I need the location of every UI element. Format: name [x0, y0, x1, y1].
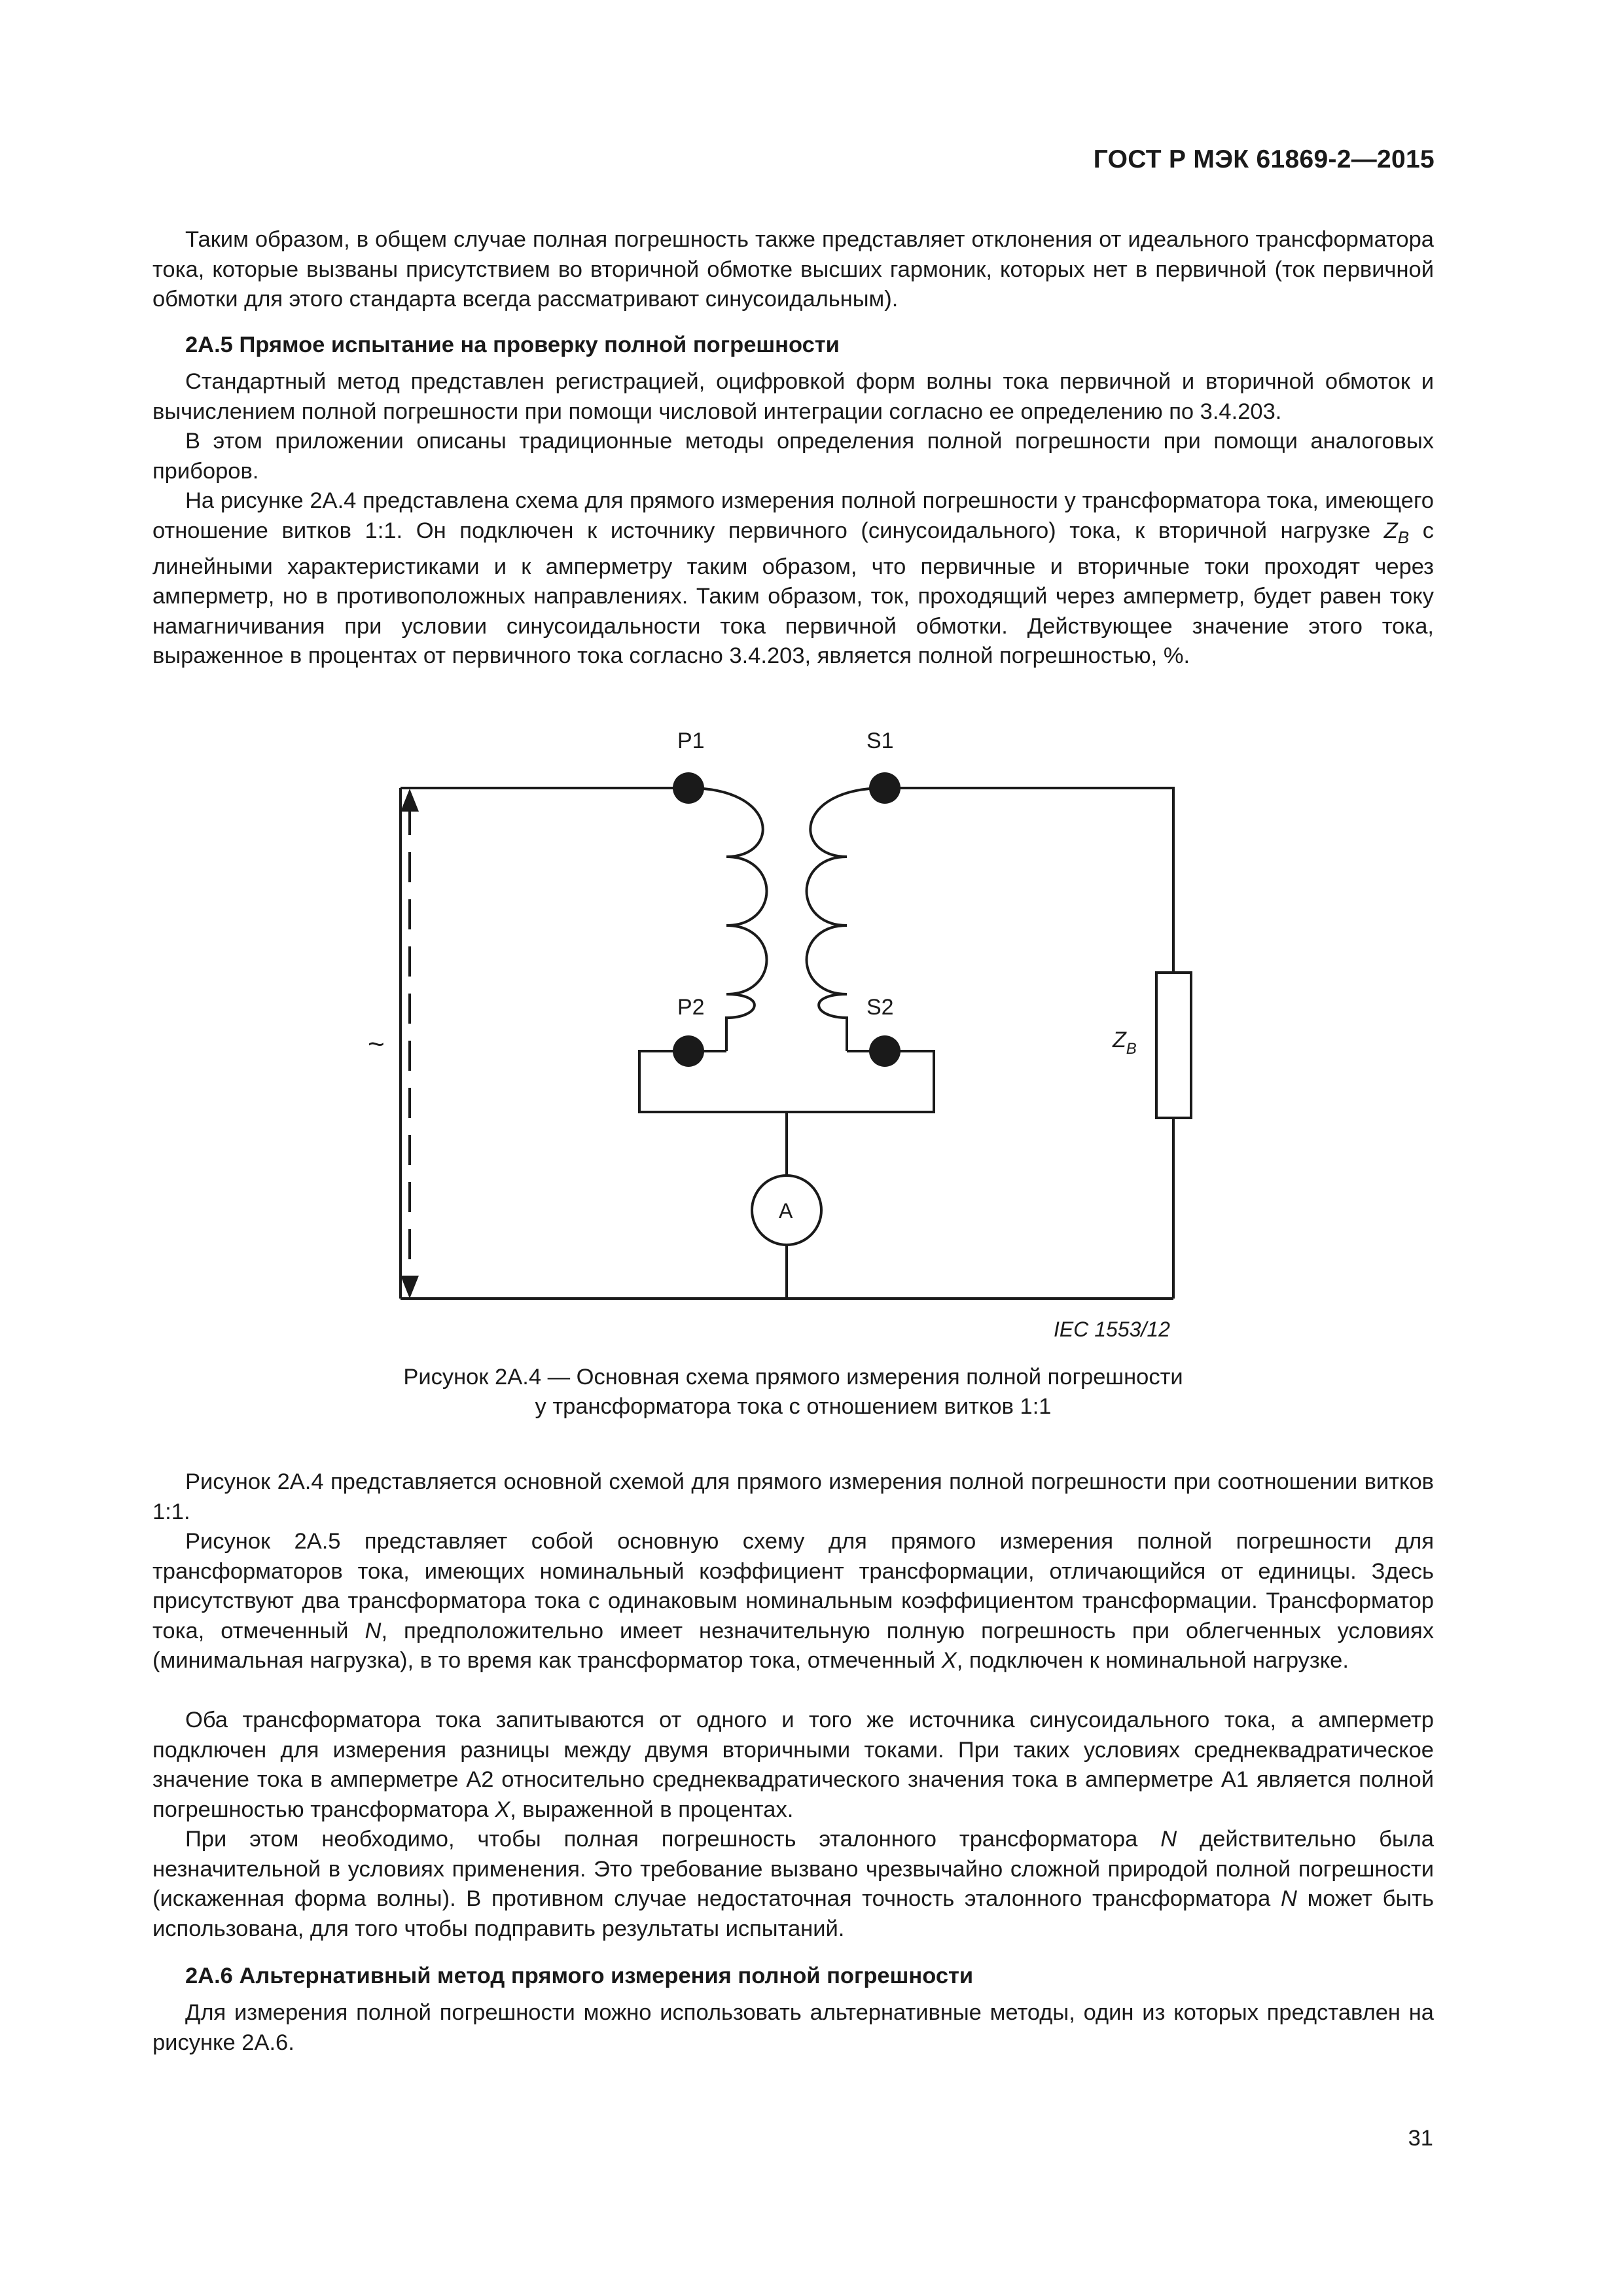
text-run: На рисунке 2А.4 представлена схема для прямого измерения полной погрешности у трансформатора тока, имеющего отношение витков 1:1. Он подключен к источнику первичного (синусоидального) тока, к вторичной нагрузке	[152, 488, 1434, 543]
terminal-p1	[673, 772, 704, 804]
text-run: может быть использована, для того чтобы подправить результаты испытаний.	[152, 1886, 1434, 1941]
figure-caption-line1: Рисунок 2А.4 — Основная схема прямого измерения полной погрешности	[403, 1365, 1183, 1390]
source-symbol: ~	[368, 1028, 385, 1060]
burden-label-z: Z	[1113, 1028, 1126, 1052]
symbol-x: X	[495, 1797, 510, 1822]
paragraph-intro: Таким образом, в общем случае полная погрешность также представляет отклонения от идеального трансформатора тока, которые вызваны присутствием во вторичной обмотке высших гармоник, которых нет в первичной (ток первичной обмотки для этого стандарта всегда рассматривают синусоидальным).	[152, 227, 1434, 312]
symbol-x: X	[941, 1648, 957, 1673]
page-number: 31	[1408, 2126, 1433, 2151]
burden-label-sub: B	[1126, 1040, 1137, 1058]
terminal-s1	[869, 772, 901, 804]
wire-right-top	[885, 788, 1173, 973]
label-s1: S1	[866, 728, 894, 753]
paragraph-alternative-methods: Для измерения полной погрешности можно использовать альтернативные методы, один из которых представлен на рисунке 2А.6.	[152, 2000, 1434, 2055]
paragraph-standard-method: Стандартный метод представлен регистрацией, оцифровкой форм волны тока первичной и вторичной обмоток и вычислением полной погрешности при помощи числовой интеграции согласно ее определению по 3.4.203.	[152, 369, 1434, 424]
paragraph-figure-2a4: Рисунок 2А.4 представляется основной схемой для прямого измерения полной погрешности при соотношении витков 1:1.	[152, 1469, 1434, 1524]
burden-subscript: B	[1397, 527, 1410, 547]
symbol-n: N	[365, 1618, 382, 1643]
paragraph-figure-2a5	[152, 1527, 1434, 1676]
iec-reference: IEC 1553/12	[1054, 1318, 1170, 1341]
text-run: действительно была незначительной в условиях применения. Это требование вызвано чрезвычайно сложной природой полной погрешности (искаженная форма волны). В противном случае недостаточная точность эталонного трансформатора	[152, 1827, 1434, 1911]
figure-caption-line2: у трансформатора тока с отношением витков 1:1	[535, 1394, 1052, 1419]
symbol-n: N	[1281, 1886, 1297, 1911]
text-run: с линейными характеристиками и к амперметру таким образом, что первичные и вторичные токи проходят через амперметр, но в противоположных направлениях. Таким образом, ток, проходящий через амперметр, будет равен току намагничивания при условии синусоидальности тока первичной обмотки. Действующее значение этого тока, выраженное в процентах от первичного тока согласно 3.4.203, является полной погрешностью, %.	[152, 518, 1434, 669]
burden-resistor	[1156, 973, 1191, 1118]
text-run: Рисунок 2А.5 представляет собой основную схему для прямого измерения полной погрешности для трансформаторов тока, имеющих номинальный коэффициент трансформации, отличающийся от единицы. Здесь присутствуют два трансформатора тока с одинаковым номинальным коэффициентом трансформации. Трансформатор тока, отмеченный	[152, 1529, 1434, 1643]
ammeter-label: A	[779, 1199, 793, 1223]
symbol-n: N	[1160, 1827, 1177, 1852]
burden-symbol: Z	[1383, 518, 1398, 543]
paragraph-traditional-methods: В этом приложении описаны традиционные методы определения полной погрешности при помощи аналоговых приборов.	[152, 429, 1434, 484]
arrow-head-down	[401, 1276, 419, 1299]
arrow-head-up	[401, 789, 419, 812]
paragraph-ammeter-connection	[152, 1706, 1434, 1825]
paragraph-reference-accuracy	[152, 1825, 1434, 1944]
label-s2: S2	[866, 995, 894, 1020]
terminal-p2	[673, 1035, 704, 1067]
text-run: , подключен к номинальной нагрузке.	[956, 1648, 1349, 1673]
burden-label	[1112, 1028, 1137, 1058]
label-p2: P2	[677, 995, 705, 1020]
text-run: , предположительно имеет незначительную полную погрешность при облегченных условиях (минимальная нагрузка), в то время как трансформатор тока, отмеченный	[152, 1618, 1434, 1673]
text-run: Оба трансформатора тока запитываются от одного и того же источника синусоидального тока, а амперметр подключен для измерения разницы между двумя вторичными токами. При таких условиях среднеквадратическое значение тока в амперметре А2 относительно среднеквадратического значения тока в амперметре А1 является полной погрешностью трансформатора	[152, 1708, 1434, 1822]
section-heading-2a6: 2А.6 Альтернативный метод прямого измерения полной погрешности	[185, 1964, 974, 1988]
text-run: , выраженной в процентах.	[510, 1797, 794, 1822]
terminal-s2	[869, 1035, 901, 1067]
document-header: ГОСТ Р МЭК 61869-2—2015	[1093, 145, 1435, 173]
section-heading-2a5: 2А.5 Прямое испытание на проверку полной погрешности	[185, 332, 840, 357]
text-run: При этом необходимо, чтобы полная погрешность эталонного трансформатора	[185, 1827, 1161, 1852]
label-p1: P1	[677, 728, 705, 753]
